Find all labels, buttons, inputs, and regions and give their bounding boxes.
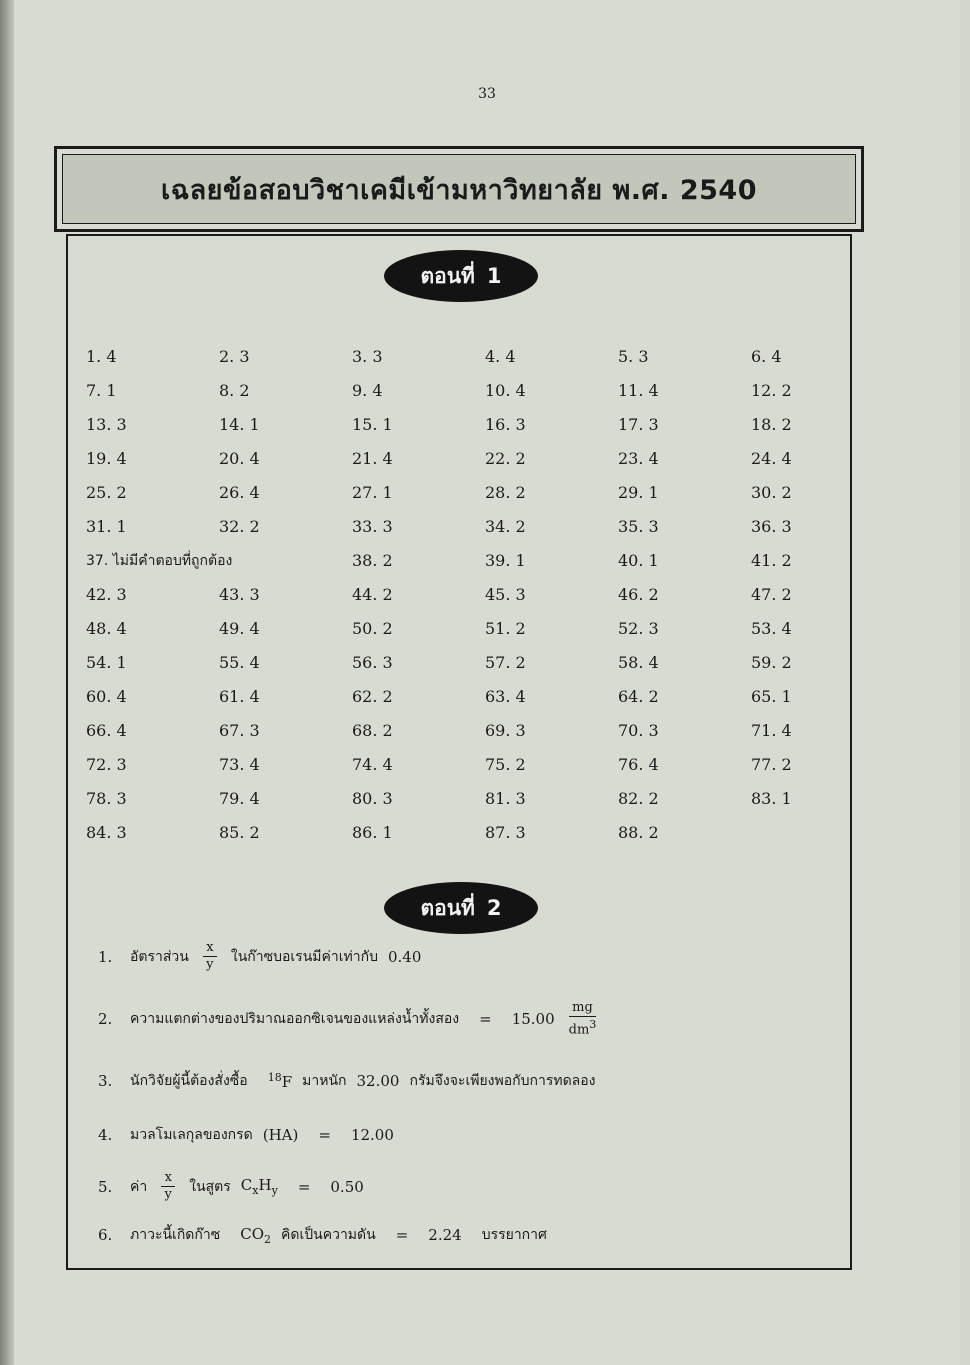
unit-exponent: 3: [589, 1018, 597, 1031]
item-text: บรรยากาศ: [481, 1227, 547, 1243]
answer-item: 17. 3: [618, 415, 659, 434]
part2-item: [98, 1170, 818, 1203]
answer-item: 55. 4: [219, 653, 260, 672]
answer-item: 32. 2: [219, 517, 260, 536]
item-number: 6.: [98, 1226, 113, 1244]
item-text: ในก๊าซบอเรนมีค่าเท่ากับ: [230, 948, 378, 965]
answer-item: 88. 2: [618, 823, 659, 842]
answer-item: 24. 4: [751, 449, 792, 468]
answer-item: 3. 3: [352, 347, 383, 366]
answer-item: 74. 4: [352, 755, 393, 774]
answer-item: 79. 4: [219, 789, 260, 808]
answer-item: 11. 4: [618, 381, 659, 400]
answer-item: 27. 1: [352, 483, 393, 502]
fraction-denominator: y: [206, 957, 214, 972]
item-number: 3.: [98, 1072, 113, 1090]
item-text: ความแตกต่างของปริมาณออกซิเจนของแหล่งน้ำทั้งสอง: [130, 1011, 460, 1028]
answer-item: 34. 2: [485, 517, 526, 536]
part2-heading: [384, 882, 538, 934]
answer-item: 46. 2: [618, 585, 659, 604]
answer-item: 12. 2: [751, 381, 792, 400]
isotope-mass-number: 18: [267, 1071, 282, 1084]
answer-item: 66. 4: [86, 721, 127, 740]
answer-item: 31. 1: [86, 517, 127, 536]
answer-item: 1. 4: [86, 347, 117, 366]
answer-item: 56. 3: [352, 653, 393, 672]
fraction: [203, 940, 217, 973]
item-text: นักวิจัยผู้นี้ต้องสั่งซื้อ: [130, 1073, 248, 1089]
answer-item: 67. 3: [219, 721, 260, 740]
answer-item: 84. 3: [86, 823, 127, 842]
fraction-numerator: x: [164, 1170, 172, 1185]
answer-item: 21. 4: [352, 449, 393, 468]
answer-item: 57. 2: [485, 653, 526, 672]
answer-item: 49. 4: [219, 619, 260, 638]
answer-item: 28. 2: [485, 483, 526, 502]
answer-item: 4. 4: [485, 347, 516, 366]
answer-item: 15. 1: [352, 415, 393, 434]
answer-item: 38. 2: [352, 551, 393, 570]
item-value: 2.24: [428, 1226, 462, 1244]
answer-item: 37. ไม่มีคำตอบที่ถูกต้อง: [86, 553, 233, 569]
answer-item: 43. 3: [219, 585, 260, 604]
chemical-formula: $C_xH_y$: [240, 1176, 278, 1197]
item-text: มาหนัก: [302, 1073, 347, 1089]
item-text: คิดเป็นความดัน: [281, 1227, 376, 1243]
answer-item: 47. 2: [751, 585, 792, 604]
answer-item: 65. 1: [751, 687, 792, 706]
title-inner: [62, 154, 856, 224]
item-number: 5.: [98, 1177, 113, 1196]
unit-denominator: dm: [568, 1022, 590, 1038]
answer-item: 8. 2: [219, 381, 250, 400]
answer-item: 85. 2: [219, 823, 260, 842]
item-text: ในสูตร: [189, 1178, 231, 1195]
item-value: 15.00: [511, 1010, 555, 1029]
answer-item: 61. 4: [219, 687, 260, 706]
book-spine: [0, 0, 14, 1365]
answer-item: 9. 4: [352, 381, 383, 400]
answer-item: 19. 4: [86, 449, 127, 468]
answer-item: 10. 4: [485, 381, 526, 400]
part1-answer-grid: [86, 340, 806, 850]
answer-item: 5. 3: [618, 347, 649, 366]
item-number: 4.: [98, 1126, 113, 1144]
answer-item: 50. 2: [352, 619, 393, 638]
answer-item: 33. 3: [352, 517, 393, 536]
part2-item: [98, 1000, 818, 1038]
equals-sign: =: [395, 1226, 409, 1244]
part1-label: ตอนที่: [420, 263, 475, 288]
part2-item: [98, 940, 818, 973]
answer-item: 51. 2: [485, 619, 526, 638]
answer-item: 78. 3: [86, 789, 127, 808]
isotope-symbol: F: [281, 1073, 293, 1091]
answer-item: 62. 2: [352, 687, 393, 706]
answer-item: 73. 4: [219, 755, 260, 774]
answer-item: 14. 1: [219, 415, 260, 434]
unit-fraction: [569, 1000, 597, 1038]
item-text: กรัมจึงจะเพียงพอกับการทดลอง: [409, 1073, 596, 1089]
answer-item: 80. 3: [352, 789, 393, 808]
part2-label: ตอนที่: [420, 895, 475, 920]
item-value: 0.50: [330, 1177, 364, 1196]
answer-item: 58. 4: [618, 653, 659, 672]
equals-sign: =: [297, 1177, 311, 1196]
answer-item: 53. 4: [751, 619, 792, 638]
answer-item: 45. 3: [485, 585, 526, 604]
answer-item: 6. 4: [751, 347, 782, 366]
part1-number: 1: [486, 264, 502, 288]
answer-item: 72. 3: [86, 755, 127, 774]
answer-item: 60. 4: [86, 687, 127, 706]
answer-item: 76. 4: [618, 755, 659, 774]
answer-item: 36. 3: [751, 517, 792, 536]
item-text: มวลโมเลกุลของกรด: [130, 1127, 253, 1143]
answer-item: 70. 3: [618, 721, 659, 740]
title-box: [54, 146, 864, 232]
answer-item: 81. 3: [485, 789, 526, 808]
answer-item: 23. 4: [618, 449, 659, 468]
answer-item: 64. 2: [618, 687, 659, 706]
item-value: 0.40: [387, 947, 422, 966]
answer-item: 20. 4: [219, 449, 260, 468]
answer-item: 39. 1: [485, 551, 526, 570]
answer-item: 42. 3: [86, 585, 127, 604]
answer-item: 44. 2: [352, 585, 393, 604]
part2-item: [98, 1124, 818, 1146]
item-text: ค่า: [130, 1178, 148, 1195]
answer-item: 18. 2: [751, 415, 792, 434]
gas-formula: $CO_2$: [240, 1224, 272, 1246]
page: [14, 0, 960, 1365]
page-number: 33: [478, 86, 496, 102]
answer-item: 68. 2: [352, 721, 393, 740]
part2-number: 2: [486, 896, 502, 920]
answer-item: 30. 2: [751, 483, 792, 502]
answer-item: 69. 3: [485, 721, 526, 740]
answer-item: 48. 4: [86, 619, 127, 638]
item-value: 32.00: [356, 1072, 400, 1090]
item-number: 2.: [98, 1010, 113, 1029]
answer-item: 77. 2: [751, 755, 792, 774]
fraction: [161, 1170, 175, 1203]
part1-heading: [384, 250, 538, 302]
page-title: เฉลยข้อสอบวิชาเคมีเข้ามหาวิทยาลัย พ.ศ. 2540: [160, 174, 758, 206]
answer-item: 2. 3: [219, 347, 250, 366]
fraction-denominator: y: [164, 1187, 172, 1202]
answer-item: 83. 1: [751, 789, 792, 808]
answer-item: 54. 1: [86, 653, 127, 672]
answer-item: 7. 1: [86, 381, 117, 400]
item-text: อัตราส่วน: [130, 948, 189, 965]
answer-item: 16. 3: [485, 415, 526, 434]
equals-sign: =: [479, 1010, 492, 1029]
answer-item: 41. 2: [751, 551, 792, 570]
equals-sign: =: [318, 1126, 331, 1144]
answer-item: 25. 2: [86, 483, 127, 502]
item-text: ภาวะนี้เกิดก๊าซ: [130, 1227, 221, 1243]
answer-frame: [66, 234, 852, 1270]
answer-item: 52. 3: [618, 619, 659, 638]
answer-item: 86. 1: [352, 823, 393, 842]
answer-item: 59. 2: [751, 653, 792, 672]
answer-item: 63. 4: [485, 687, 526, 706]
item-number: 1.: [98, 947, 113, 966]
answer-item: 22. 2: [485, 449, 526, 468]
answer-item: 82. 2: [618, 789, 659, 808]
answer-item: 40. 1: [618, 551, 659, 570]
answer-item: 13. 3: [86, 415, 127, 434]
answer-item: 87. 3: [485, 823, 526, 842]
answer-item: 26. 4: [219, 483, 260, 502]
answer-item: 35. 3: [618, 517, 659, 536]
item-value: 12.00: [350, 1126, 394, 1144]
part2-item: [98, 1070, 818, 1092]
answer-item: 75. 2: [485, 755, 526, 774]
fraction-numerator: x: [206, 940, 214, 955]
answer-item: 29. 1: [618, 483, 659, 502]
unit-numerator: mg: [572, 1000, 593, 1015]
acid-formula: (HA): [262, 1126, 299, 1144]
answer-item: 71. 4: [751, 721, 792, 740]
part2-item: [98, 1224, 818, 1246]
